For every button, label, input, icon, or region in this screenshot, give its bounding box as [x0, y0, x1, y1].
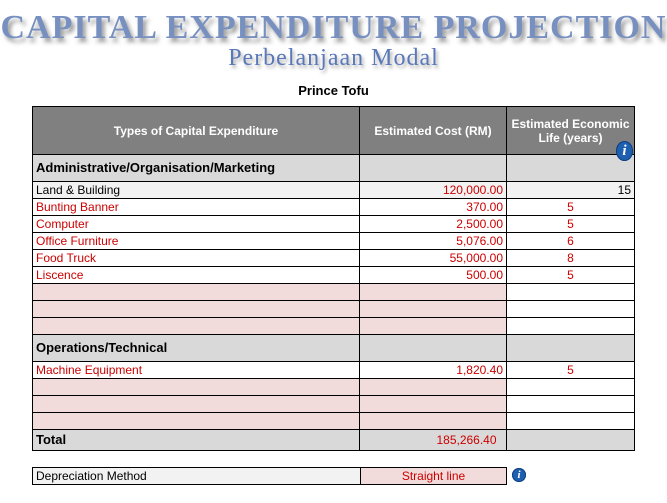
cost-cell[interactable]	[360, 301, 507, 318]
type-cell[interactable]	[33, 396, 360, 413]
type-cell[interactable]	[33, 318, 360, 335]
total-value: 185,266.40	[360, 430, 507, 451]
life-cell[interactable]: 5	[507, 216, 635, 233]
life-cell[interactable]	[507, 301, 635, 318]
header-type: Types of Capital Expenditure	[33, 107, 360, 155]
table-row	[33, 216, 635, 233]
empty-row	[33, 301, 635, 318]
type-cell[interactable]: Land & Building	[33, 182, 360, 199]
life-cell[interactable]: 5	[507, 362, 635, 379]
table-row	[33, 182, 635, 199]
cost-cell[interactable]: 55,000.00	[360, 250, 507, 267]
section-cost-blank	[360, 335, 507, 362]
life-cell[interactable]	[507, 379, 635, 396]
table-header-row	[33, 107, 635, 155]
total-row	[33, 430, 635, 451]
cost-cell[interactable]	[360, 284, 507, 301]
total-label: Total	[33, 430, 360, 451]
life-cell[interactable]: 8	[507, 250, 635, 267]
empty-row	[33, 413, 635, 430]
page-title: CAPITAL EXPENDITURE PROJECTION	[0, 9, 667, 46]
header-cost: Estimated Cost (RM)	[360, 107, 507, 155]
type-cell[interactable]: Liscence	[33, 267, 360, 284]
type-cell[interactable]: Bunting Banner	[33, 199, 360, 216]
empty-row	[33, 318, 635, 335]
total-life-blank	[507, 430, 635, 451]
type-cell[interactable]	[33, 284, 360, 301]
cost-cell[interactable]	[360, 379, 507, 396]
cost-cell[interactable]: 370.00	[360, 199, 507, 216]
life-cell[interactable]: 5	[507, 199, 635, 216]
empty-row	[33, 396, 635, 413]
section-cost-blank	[360, 155, 507, 182]
empty-row	[33, 284, 635, 301]
table-row	[33, 199, 635, 216]
life-cell[interactable]	[507, 413, 635, 430]
table-row	[33, 233, 635, 250]
depreciation-method-select[interactable]: Straight line	[361, 468, 507, 485]
life-cell[interactable]	[507, 284, 635, 301]
life-cell[interactable]: 15	[507, 182, 635, 199]
table-row	[33, 250, 635, 267]
info-icon[interactable]: i	[512, 468, 526, 482]
table-row	[33, 267, 635, 284]
cost-cell[interactable]: 5,076.00	[360, 233, 507, 250]
page-subtitle: Perbelanjaan Modal	[228, 45, 439, 71]
type-cell[interactable]	[33, 301, 360, 318]
section-row-operations	[33, 335, 635, 362]
empty-row	[33, 379, 635, 396]
capex-table	[32, 106, 635, 451]
section-row-admin	[33, 155, 635, 182]
section-life-blank	[507, 155, 635, 182]
cost-cell[interactable]: 1,820.40	[360, 362, 507, 379]
section-label-operations: Operations/Technical	[33, 335, 360, 362]
section-label-admin: Administrative/Organisation/Marketing	[33, 155, 360, 182]
life-cell[interactable]	[507, 396, 635, 413]
depreciation-row	[33, 468, 507, 485]
life-cell[interactable]: 6	[507, 233, 635, 250]
info-icon[interactable]: i	[616, 141, 633, 161]
type-cell[interactable]: Office Furniture	[33, 233, 360, 250]
depreciation-table	[32, 467, 507, 485]
life-cell[interactable]	[507, 318, 635, 335]
type-cell[interactable]: Computer	[33, 216, 360, 233]
cost-cell[interactable]	[360, 396, 507, 413]
cost-cell[interactable]: 500.00	[360, 267, 507, 284]
cost-cell[interactable]	[360, 318, 507, 335]
type-cell[interactable]	[33, 379, 360, 396]
cost-cell[interactable]: 2,500.00	[360, 216, 507, 233]
type-cell[interactable]: Food Truck	[33, 250, 360, 267]
life-cell[interactable]: 5	[507, 267, 635, 284]
cost-cell[interactable]: 120,000.00	[360, 182, 507, 199]
depreciation-label: Depreciation Method	[33, 468, 361, 485]
cost-cell[interactable]	[360, 413, 507, 430]
type-cell[interactable]	[33, 413, 360, 430]
company-name: Prince Tofu	[298, 83, 369, 98]
table-row	[33, 362, 635, 379]
type-cell[interactable]: Machine Equipment	[33, 362, 360, 379]
section-life-blank	[507, 335, 635, 362]
header-life: Estimated Economic Life (years)	[507, 107, 635, 155]
